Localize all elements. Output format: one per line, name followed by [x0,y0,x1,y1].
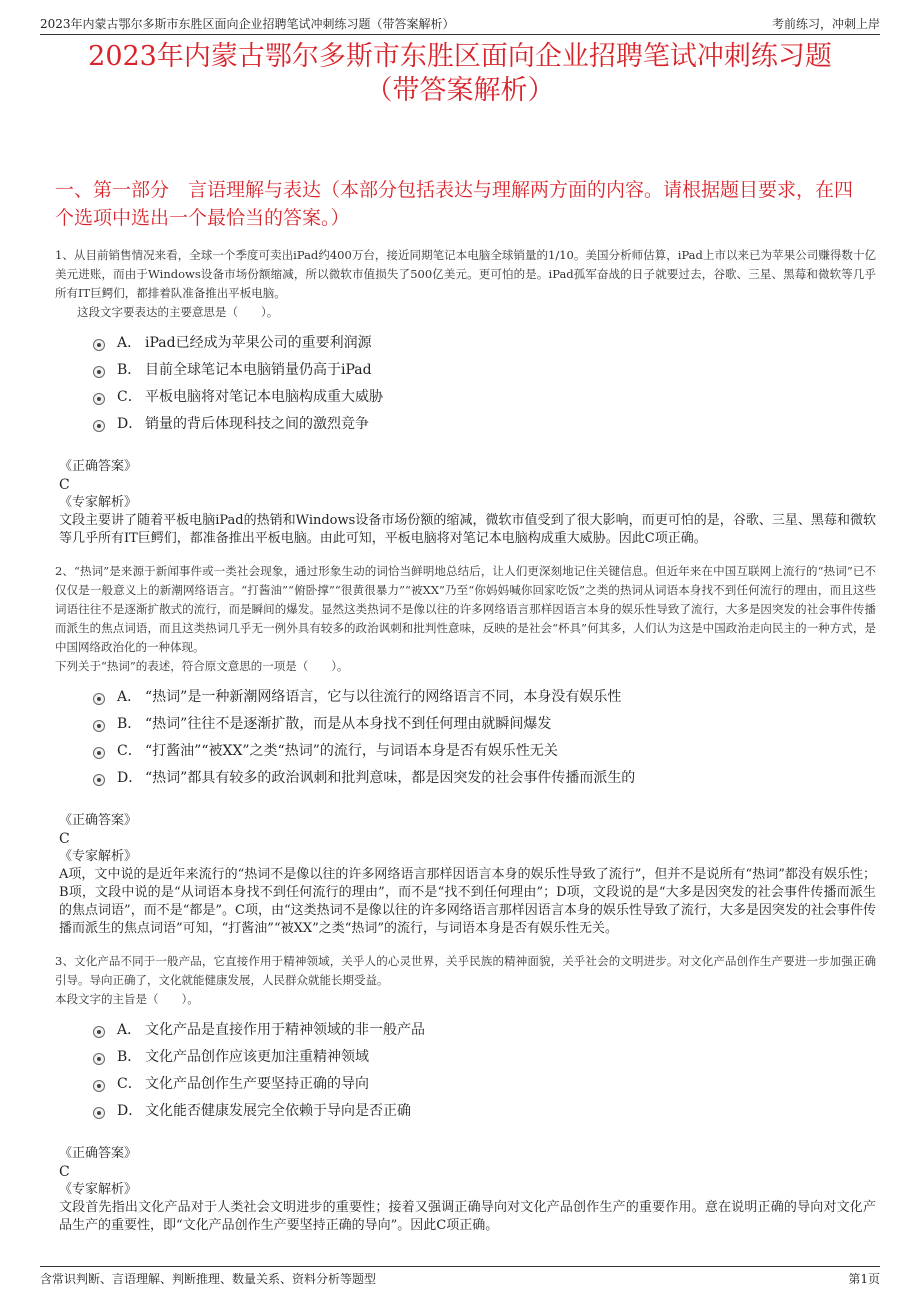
option-list [93,1015,876,1123]
document-title [40,40,880,108]
answer-block [55,458,876,548]
option-a[interactable] [93,1015,876,1042]
radio-icon[interactable] [93,420,105,432]
radio-icon[interactable] [93,774,105,786]
analysis-label: 《专家解析》 [59,1182,138,1197]
option-b[interactable] [93,709,876,736]
header-doc-title: 2023年内蒙古鄂尔多斯市东胜区面向企业招聘笔试冲刺练习题（带答案解析） [40,17,455,31]
radio-icon[interactable] [93,366,105,378]
answer-label: 《正确答案》 [59,459,138,474]
option-text: “热词”往往不是逐渐扩散，而是从本身找不到任何理由就瞬间爆发 [145,715,552,732]
radio-icon[interactable] [93,339,105,351]
analysis-label: 《专家解析》 [59,495,138,510]
option-text: 平板电脑将对笔记本电脑构成重大威胁 [145,388,383,405]
option-list [93,682,876,790]
header-slogan: 考前练习，冲刺上岸 [771,17,880,31]
answer-label: 《正确答案》 [59,1146,138,1161]
option-text: 文化产品创作生产要坚持正确的导向 [145,1075,369,1092]
option-letter: D． [117,769,143,786]
radio-icon[interactable] [93,393,105,405]
radio-icon[interactable] [93,1026,105,1038]
option-d[interactable] [93,763,876,790]
footer-topics: 含常识判断、言语理解、判断推理、数量关系、资料分析等题型 [40,1272,377,1286]
document-title-line1: 2023年内蒙古鄂尔多斯市东胜区面向企业招聘笔试冲刺练习题 [88,41,832,72]
option-letter: D． [117,415,143,432]
answer-value: C [59,1164,70,1180]
option-letter: B． [117,361,142,378]
option-letter: A． [117,688,142,705]
question-stem: 2、“热词”是来源于新闻事件或一类社会现象，通过形象生动的词恰当鲜明地总结后，让人们更深刻地记住关键信息。但近年来在中国互联网上流行的“热词”已不仅仅是一般意义上的新潮网络语言。“打酱油”“俯卧撑”“很黄很暴力”“被XX”乃至“你妈妈喊你回家吃饭”之类的热词从词语本身找不到任何流行的理由，而且这些词语往往不是逐渐扩散式的流行，而是瞬间的爆发。显然这类热词不是像以往的许多网络语言那样因语言本身的娱乐性导致了流行，大多是因突发的社会事件传播而派生的焦点词语，而且这类热词几乎无一例外具有较多的政治讽刺和批判性意味，反映的是社会“杯具”何其多，人们认为这是中国政治走向民主的一种方式，是中国网络政治化的一种体现。 [55,564,876,654]
answer-block [55,1145,876,1235]
option-letter: A． [117,1021,142,1038]
analysis-text: A项，文中说的是近年来流行的“热词不是像以往的许多网络语言那样因语言本身的娱乐性导致了流行”，但并不是说所有“热词”都没有娱乐性；B项，文段中说的是“从词语本身找不到任何流行的理由”，而不是“找不到任何理由”；D项，文段说的是“大多是因突发的社会事件传播而派生的焦点词语”，而不是“都是”。C项，由“这类热词不是像以往的许多网络语言那样因语言本身的娱乐性导致了流行，大多是因突发的社会事件传播而派生的焦点词语”可知，“打酱油”“被XX”之类“热词”的流行，与词语本身是否有娱乐性无关。 [59,867,876,936]
analysis-text: 文段首先指出文化产品对于人类社会文明进步的重要性；接着又强调正确导向对文化产品创作生产的重要作用。意在说明正确的导向对文化产品生产的重要性，即“文化产品创作生产要坚持正确的导向”。因此C项正确。 [59,1200,876,1233]
option-letter: B． [117,1048,142,1065]
option-text: “打酱油”“被XX”之类“热词”的流行，与词语本身是否有娱乐性无关 [145,742,558,759]
option-a[interactable] [93,328,876,355]
option-a[interactable] [93,682,876,709]
option-text: 销量的背后体现科技之间的激烈竞争 [145,415,369,432]
option-c[interactable] [93,736,876,763]
answer-value: C [59,831,70,847]
option-text: “热词”是一种新潮网络语言，它与以往流行的网络语言不同，本身没有娱乐性 [145,688,622,705]
page-number: 第1页 [848,1272,880,1286]
option-text: 文化产品是直接作用于精神领域的非一般产品 [145,1021,425,1038]
option-text: iPad已经成为苹果公司的重要利润源 [145,334,372,351]
question-stem: 3、文化产品不同于一般产品，它直接作用于精神领域，关乎人的心灵世界，关乎民族的精神面貌，关乎社会的文明进步。对文化产品创作生产要进一步加强正确引导。导向正确了，文化就能健康发展，人民群众就能长期受益。 [55,954,876,987]
radio-icon[interactable] [93,1053,105,1065]
question-1 [55,246,876,548]
question-prompt: 下列关于“热词”的表述，符合原文意思的一项是（ ）。 [55,659,349,673]
page-footer [40,1266,880,1287]
option-letter: A． [117,334,142,351]
question-prompt: 这段文字要表达的主要意思是（ ）。 [77,305,279,319]
question-3 [55,952,876,1235]
question-list [55,246,876,1235]
analysis-text: 文段主要讲了随着平板电脑iPad的热销和Windows设备市场份额的缩减，微软市值受到了很大影响，而更可怕的是，谷歌、三星、黑莓和微软等几乎所有IT巨鳄们，都准备推出平板电脑。由此可知，平板电脑将对笔记本电脑构成重大威胁。因此C项正确。 [59,513,876,546]
option-letter: D． [117,1102,143,1119]
option-d[interactable] [93,1096,876,1123]
radio-icon[interactable] [93,747,105,759]
analysis-label: 《专家解析》 [59,849,138,864]
radio-icon[interactable] [93,1080,105,1092]
answer-label: 《正确答案》 [59,813,138,828]
option-letter: C． [117,1075,142,1092]
radio-icon[interactable] [93,1107,105,1119]
option-letter: B． [117,715,142,732]
option-letter: C． [117,742,142,759]
radio-icon[interactable] [93,720,105,732]
option-c[interactable] [93,1069,876,1096]
option-b[interactable] [93,1042,876,1069]
option-d[interactable] [93,409,876,436]
option-text: 文化能否健康发展完全依赖于导向是否正确 [145,1102,411,1119]
option-list [93,328,876,436]
document-title-line2: （带答案解析） [365,75,555,106]
section-heading: 一、第一部分 言语理解与表达（本部分包括表达与理解两方面的内容。请根据题目要求，在四个选项中选出一个最恰当的答案。） [55,179,854,229]
answer-block [55,812,876,938]
radio-icon[interactable] [93,693,105,705]
question-stem: 1、从目前销售情况来看，全球一个季度可卖出iPad约400万台，接近同期笔记本电脑全球销量的1/10。美国分析师估算，iPad上市以来已为苹果公司赚得数十亿美元进账，而由于Windows设备市场份额缩减，所以微软市值损失了500亿美元。更可怕的是。iPad孤军奋战的日子就要过去，谷歌、三星、黑莓和微软等几乎所有IT巨鳄们，都排着队准备推出平板电脑。 [55,248,876,300]
question-prompt: 本段文字的主旨是（ ）。 [55,992,199,1006]
page-header [40,10,880,35]
answer-value: C [59,477,70,493]
option-letter: C． [117,388,142,405]
option-text: 文化产品创作应该更加注重精神领域 [145,1048,369,1065]
option-c[interactable] [93,382,876,409]
option-b[interactable] [93,355,876,382]
question-2 [55,562,876,938]
option-text: “热词”都具有较多的政治讽刺和批判意味，都是因突发的社会事件传播而派生的 [145,769,636,786]
option-text: 目前全球笔记本电脑销量仍高于iPad [145,361,372,378]
